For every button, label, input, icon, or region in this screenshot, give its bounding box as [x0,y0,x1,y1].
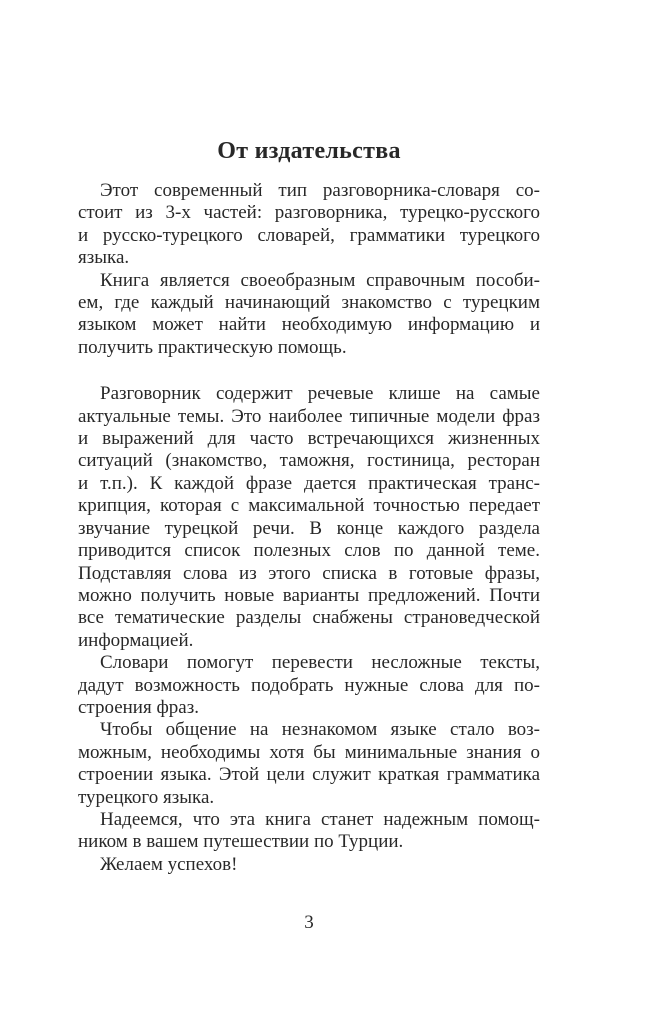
text-line: стоит из 3-х частей: разговорника, турецко-русского [78,202,540,224]
paragraph [78,854,540,876]
text-line: и русско-турецкого словарей, грамматики турецкого [78,224,540,246]
text-line: языком может найти необходимую информацию и [78,314,540,336]
paragraph [78,383,540,652]
text-line: Словари помогут перевести несложные тексты, [100,652,540,674]
text-line: Разговорник содержит речевые клише на самые [100,383,540,405]
text-line: Этот современный тип разговорника-словаря со- [100,180,540,201]
text-line: дадут возможность подобрать нужные слова для по- [78,674,540,696]
text-line: можным, необходимы хотя бы минимальные знания о [78,741,540,763]
paragraph [78,270,540,360]
text-line: Желаем успехов! [100,853,238,875]
text-line: Надеемся, что эта книга станет надежным помощ- [100,808,540,830]
text-line: языка. [78,247,130,269]
paragraph [78,719,540,809]
text-line: получить практическую помощь. [78,336,347,358]
text-line: турецкого языка. [78,786,215,808]
text-line: строении языка. Этой цели служит краткая грамматика [78,764,540,786]
text-line: и т.п.). К каждой фразе дается практическая транс- [78,472,540,494]
text-line: Подставляя слова из этого списка в готовые фразы, [78,562,540,584]
text-line: можно получить новые варианты предложений. Почти [78,584,540,606]
text-line: все тематические разделы снабжены страноведческой [78,607,540,629]
text-line: Книга является своеобразным справочным пособи- [100,269,540,291]
paragraph [78,180,540,270]
text-line: приводится список полезных слов по данной теме. [78,540,540,562]
text-line: ем, где каждый начинающий знакомство с турецким [78,292,540,314]
text-line: строения фраз. [78,696,199,718]
text-line: звучание турецкой речи. В конце каждого раздела [78,517,540,539]
paragraph [78,652,540,719]
paragraph [78,809,540,854]
page-number: 3 [304,912,314,933]
text-body [78,180,540,876]
text-line: крипция, которая с максимальной точностью передает [78,495,540,517]
text-line: информацией. [78,629,194,651]
text-line: ником в вашем путешествии по Турции. [78,831,404,853]
text-line: и выражений для часто встречающихся жизненных [78,428,540,450]
text-line: ситуаций (знакомство, таможня, гостиница, ресторан [78,450,540,472]
page-title: От издательства [217,138,401,164]
text-line: актуальные темы. Это наиболее типичные модели фраз [78,405,540,427]
text-line: Чтобы общение на незнакомом языке стало воз- [100,719,540,741]
